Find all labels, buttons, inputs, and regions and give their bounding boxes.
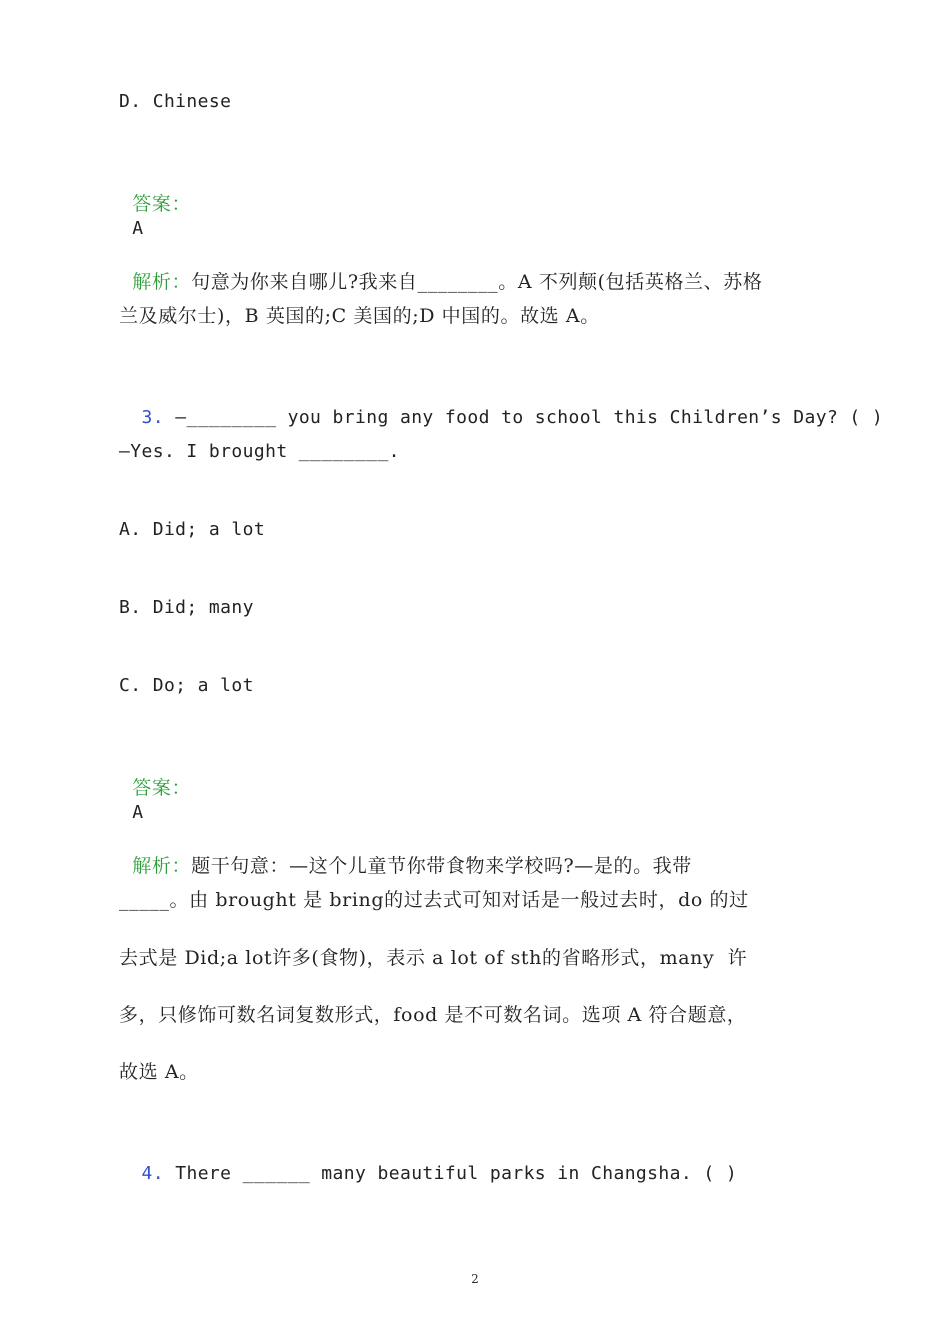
- analysis-text: 兰及威尔士)，B 英国的;C 美国的;D 中国的。故选 A。: [119, 305, 600, 327]
- analysis-row-q3: [119, 830, 692, 878]
- option-b: B. Did; many: [119, 597, 254, 618]
- question-3-stem: [119, 382, 883, 430]
- analysis-label: 解析：: [132, 271, 192, 293]
- analysis-text: 故选 A。: [119, 1061, 199, 1083]
- question-3-response: —Yes. I brought ________.: [119, 441, 400, 462]
- answer-label: 答案：: [132, 777, 192, 799]
- question-text: —________ you bring any food to school this Children’s Day? ( ): [175, 407, 884, 428]
- analysis-row-q2: [119, 246, 762, 294]
- answer-row-q3: [119, 752, 191, 825]
- option-c: C. Do; a lot: [119, 675, 254, 696]
- option-a: A. Did; a lot: [119, 519, 266, 540]
- page-number: 2: [471, 1272, 479, 1286]
- analysis-text: 去式是 Did;a lot许多(食物)，表示 a lot of sth的省略形式，many 许: [119, 947, 748, 969]
- question-number: 4.: [141, 1163, 164, 1184]
- question-4-stem: [119, 1138, 737, 1186]
- answer-label: 答案：: [132, 193, 192, 215]
- option-d: D. Chinese: [119, 91, 232, 112]
- analysis-text: 题干句意：—这个儿童节你带食物来学校吗?—是的。我带: [191, 855, 692, 877]
- analysis-text: 多，只修饰可数名词复数形式，food 是不可数名词。选项 A 符合题意，: [119, 1004, 747, 1026]
- analysis-text: 句意为你来自哪儿?我来自________。A 不列颠(包括英格兰、苏格: [191, 271, 763, 293]
- question-number: 3.: [141, 407, 164, 428]
- answer-row-q2: [119, 168, 191, 241]
- answer-value: A: [132, 802, 144, 823]
- answer-value: A: [132, 218, 144, 239]
- question-text: There ______ many beautiful parks in Changsha. ( ): [175, 1163, 738, 1184]
- analysis-label: 解析：: [132, 855, 192, 877]
- analysis-text: _____。由 brought 是 bring的过去式可知对话是一般过去时，do 的过: [119, 889, 749, 911]
